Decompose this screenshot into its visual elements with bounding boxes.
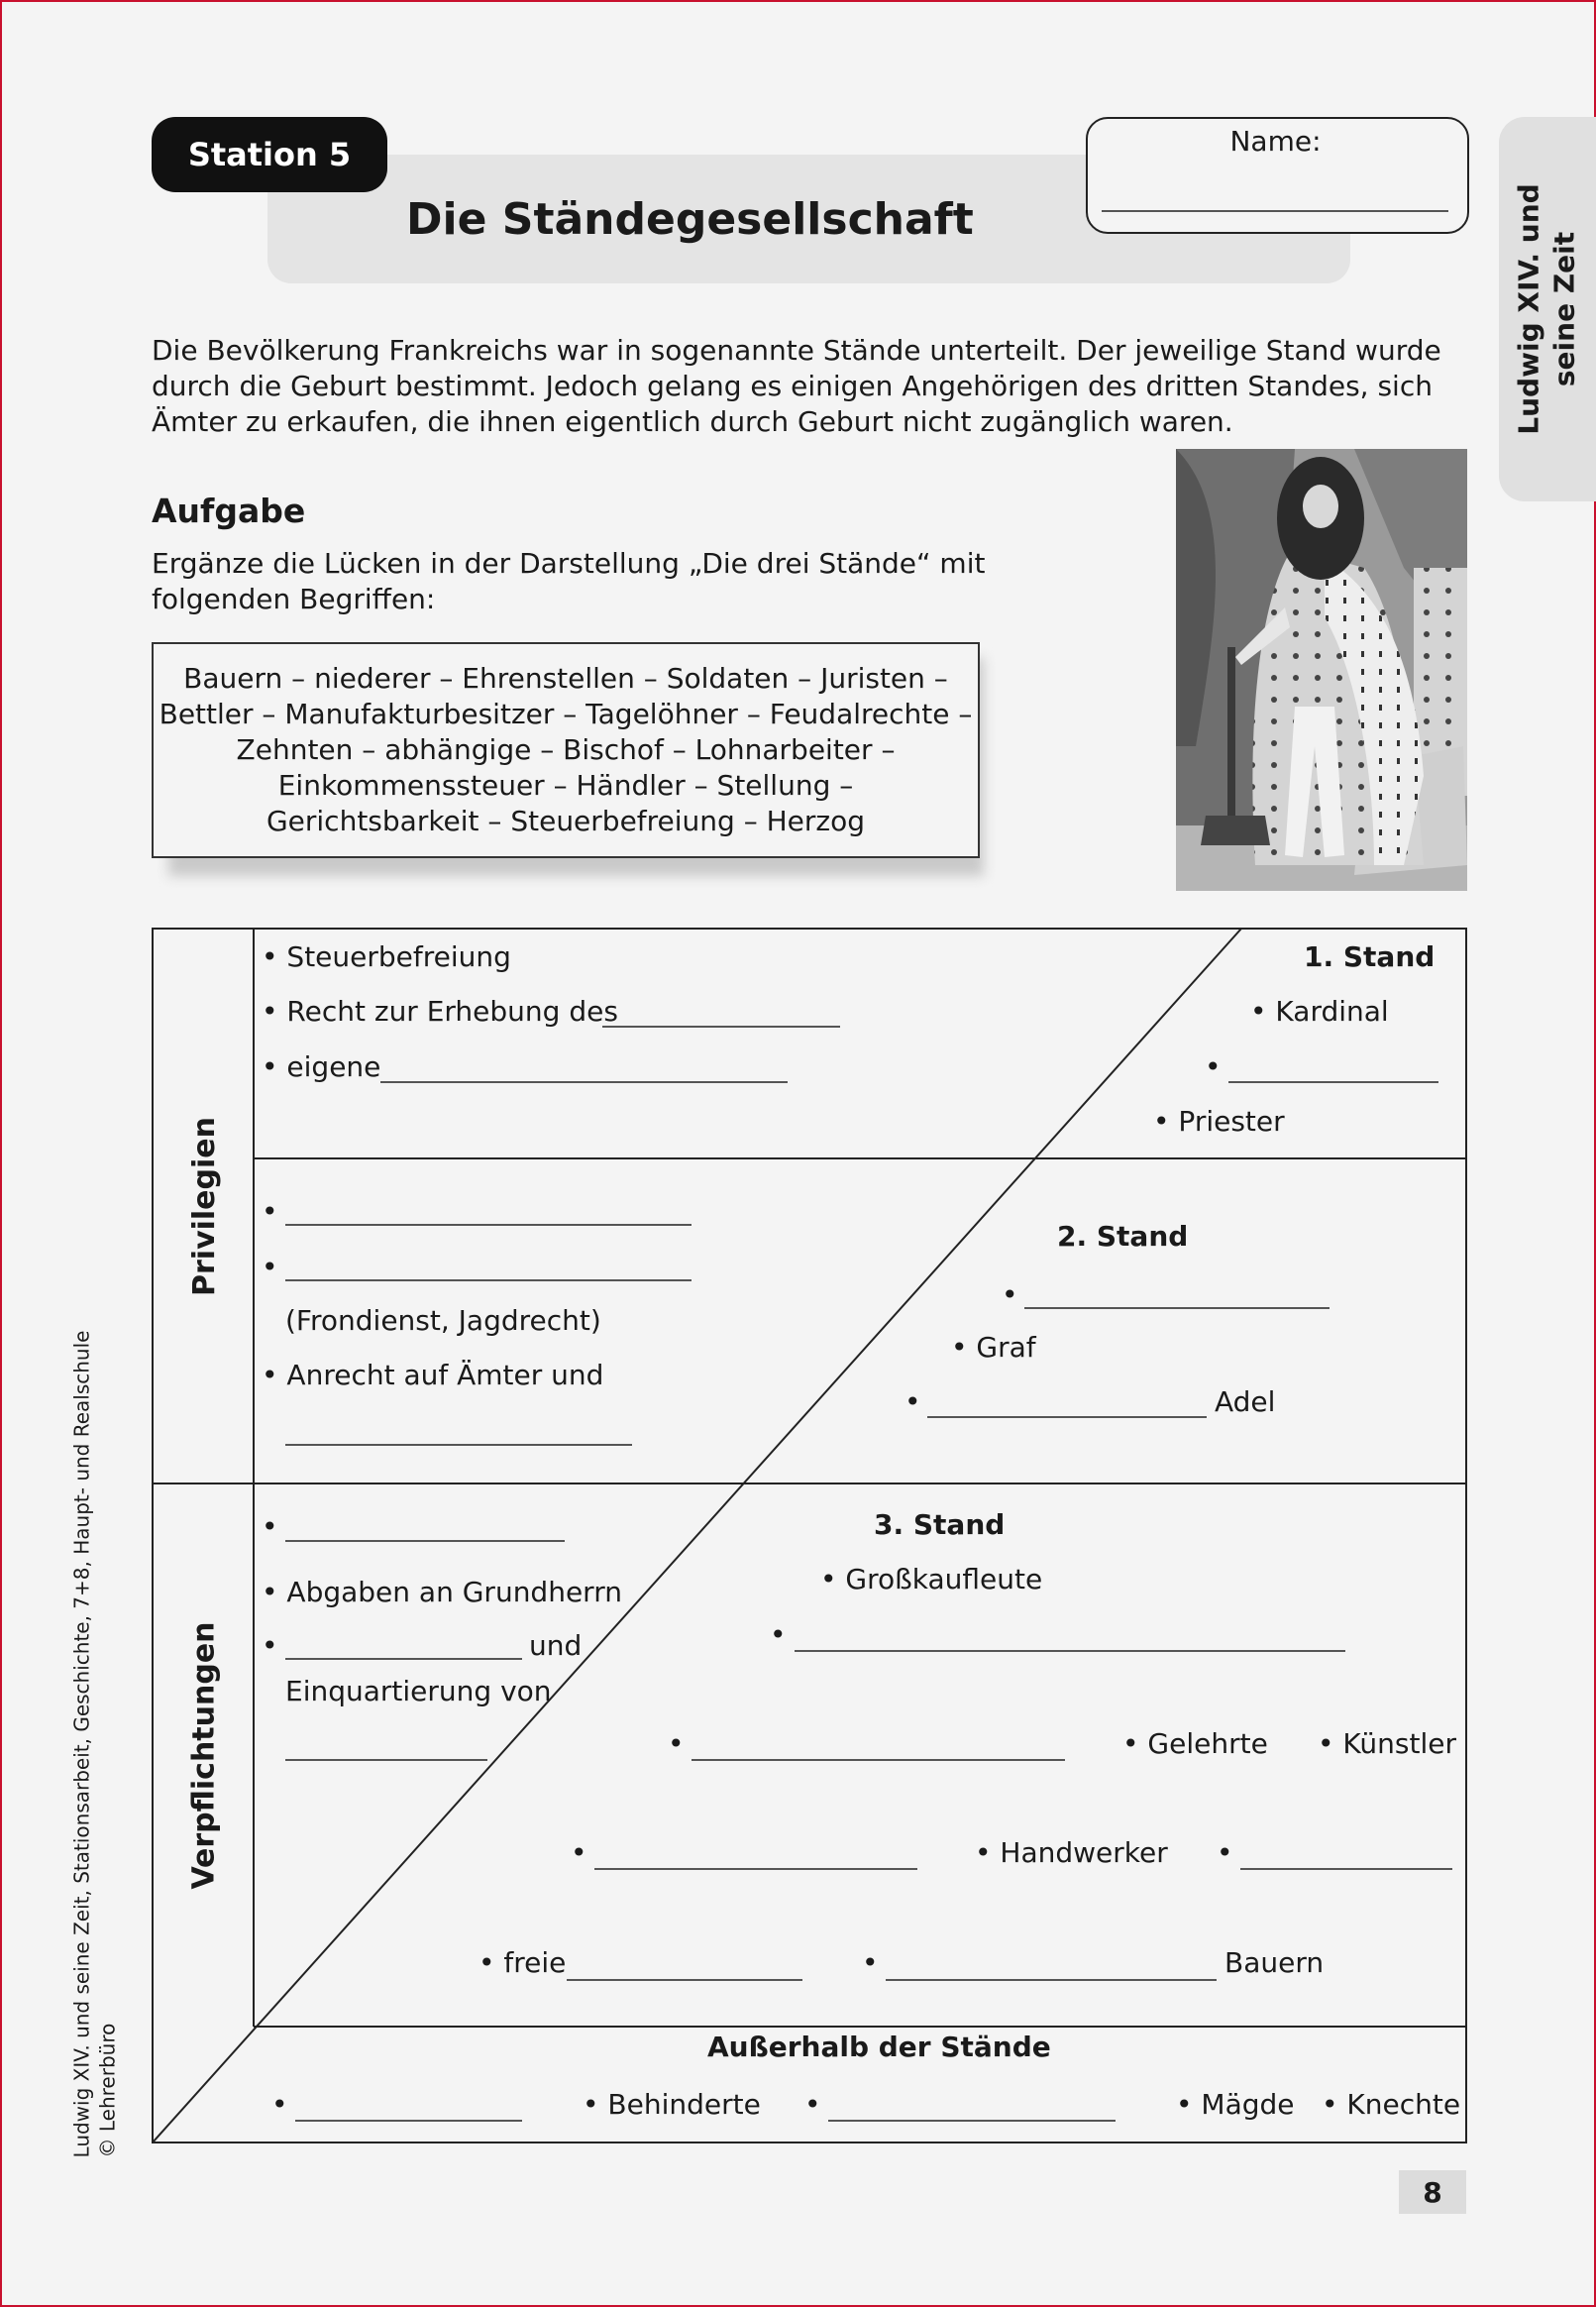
outside-member-blank: • xyxy=(271,2088,288,2121)
outside-member: • Behinderte xyxy=(583,2088,761,2121)
task-text: Ergänze die Lücken in der Darstellung „Die drei Stände“ mit folgenden Begriffen: xyxy=(152,547,986,615)
stand3-member: • Künstler xyxy=(1318,1727,1456,1760)
stand3-member-blank: • xyxy=(571,1836,587,1869)
stand1-privilege-item: • eigene xyxy=(262,1050,381,1083)
outside-member-blank: • xyxy=(804,2088,821,2121)
word-box-line: Bauern – niederer – Ehrenstellen – Soldaten – Juristen – xyxy=(183,662,948,695)
page-number: 8 xyxy=(1399,2170,1466,2214)
outside-member: • Mägde xyxy=(1176,2088,1295,2121)
stand3-member-blank: • xyxy=(862,1946,879,1979)
stand3-duty-item: • Abgaben an Grundherrn xyxy=(262,1576,622,1608)
stand3-member: • Großkaufleute xyxy=(820,1563,1043,1595)
word-box-line: Zehnten – abhängige – Bischof – Lohnarbeiter – xyxy=(236,733,896,766)
stand2-privilege-blank: • xyxy=(262,1195,278,1228)
stand3-member-blank: • xyxy=(1217,1836,1233,1869)
outside-title: Außerhalb der Stände xyxy=(707,2031,1051,2063)
station-badge: Station 5 xyxy=(152,117,387,192)
word-box-line: Bettler – Manufakturbesitzer – Tagelöhner – Feudalrechte – xyxy=(159,698,973,730)
stand3-member-blank: • xyxy=(668,1727,685,1760)
stand2-member-blank: • xyxy=(904,1385,921,1418)
side-tab-label: Ludwig XIV. und seine Zeit xyxy=(1513,183,1581,435)
word-box-line: Gerichtsbarkeit – Steuerbefreiung – Herzog xyxy=(266,805,866,837)
stand1-member: • Priester xyxy=(1153,1105,1285,1138)
stand3-duty-und: und xyxy=(529,1629,583,1662)
outside-member: • Knechte xyxy=(1322,2088,1461,2121)
stand2-privilege-blank: • xyxy=(262,1251,278,1283)
stand3-duty-item: Einquartierung von xyxy=(285,1675,552,1707)
stand3-member: • Handwerker xyxy=(975,1836,1168,1869)
stand3-duty-blank: • xyxy=(262,1629,278,1662)
stand1-member-blank: • xyxy=(1205,1050,1222,1083)
stand2-privilege-item: • Anrecht auf Ämter und xyxy=(262,1359,604,1391)
privilegien-label: Privilegien xyxy=(186,1116,222,1296)
stand2-title: 2. Stand xyxy=(1057,1220,1189,1253)
page-title: Die Ständegesellschaft xyxy=(406,194,974,245)
stand1-member: • Kardinal xyxy=(1250,995,1389,1028)
name-label: Name: xyxy=(1229,125,1322,158)
stand3-duty-blank: • xyxy=(262,1510,278,1543)
stand2-privilege-note: (Frondienst, Jagdrecht) xyxy=(285,1304,601,1337)
credit-text: Ludwig XIV. und seine Zeit, Stationsarbeit, Geschichte, 7+8, Haupt- und Realschule © Lehrerbüro xyxy=(69,1330,120,2158)
verpflichtungen-label: Verpflichtungen xyxy=(186,1620,222,1890)
word-box-line: Einkommenssteuer – Händler – Stellung – xyxy=(277,769,854,802)
intro-text: Die Bevölkerung Frankreichs war in sogenannte Stände unterteilt. Der jeweilige Stand wurde durch die Geburt bestimmt. Jedoch gelang es einigen Angehörigen des dritten Standes, sich Ämter zu erkaufen, die ihnen eigentlich durch Geburt nicht zugänglich waren. xyxy=(152,334,1441,438)
stand1-privilege-item: • Recht zur Erhebung des xyxy=(262,995,618,1028)
stand2-member: • Graf xyxy=(951,1331,1036,1364)
stand3-member: • freie xyxy=(479,1946,567,1979)
stand2-member-blank: • xyxy=(1002,1278,1018,1311)
stand3-member-blank: • xyxy=(770,1618,787,1651)
stand2-member: Adel xyxy=(1215,1385,1276,1418)
stand1-title: 1. Stand xyxy=(1304,940,1436,973)
stand3-member: Bauern xyxy=(1224,1946,1325,1979)
stand3-member: • Gelehrte xyxy=(1122,1727,1268,1760)
stand3-title: 3. Stand xyxy=(874,1508,1006,1541)
stand1-privilege-item: • Steuerbefreiung xyxy=(262,940,511,973)
task-heading: Aufgabe xyxy=(152,492,306,530)
